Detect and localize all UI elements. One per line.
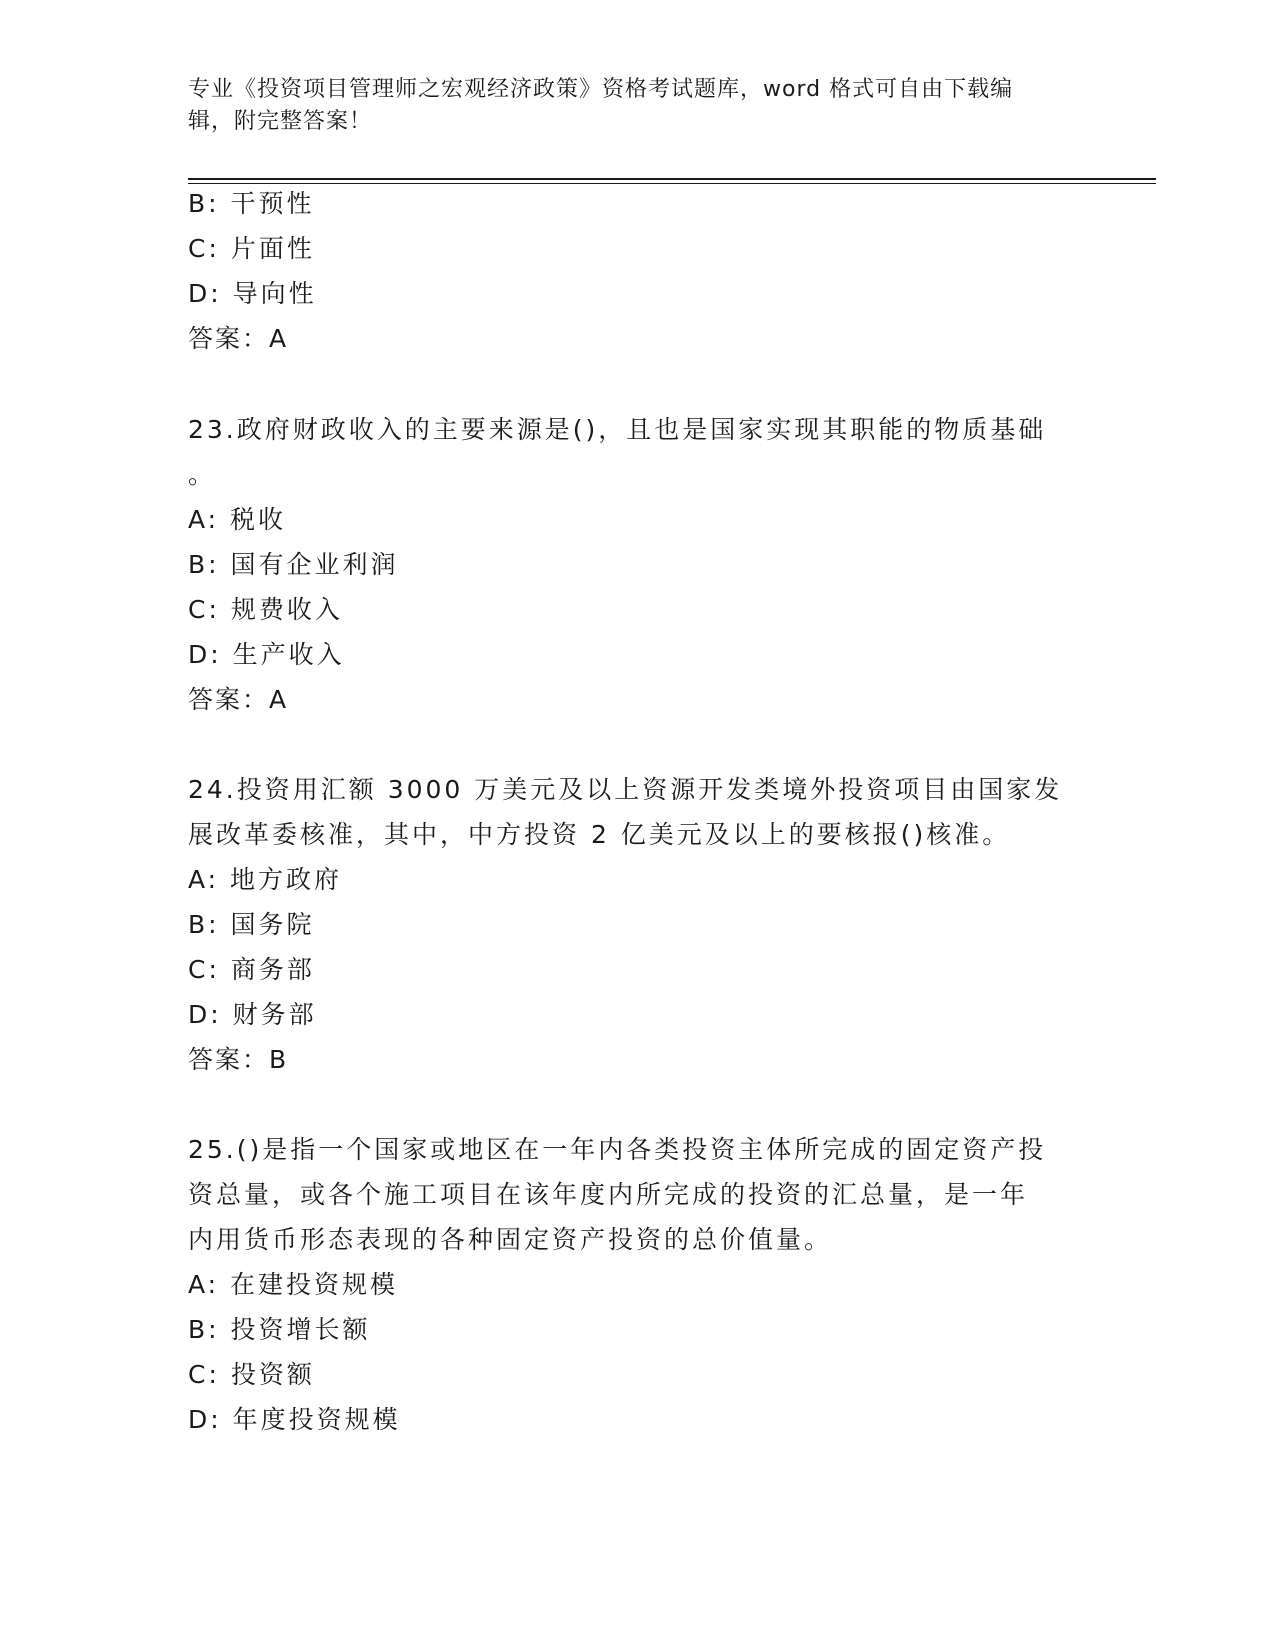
header-line-1: 专业《投资项目管理师之宏观经济政策》资格考试题库，word 格式可自由下载编 <box>188 77 1014 102</box>
q23-stem-line-1: 23.政府财政收入的主要来源是()，且也是国家实现其职能的物质基础 <box>188 415 1047 444</box>
q24-stem-line-2: 展改革委核准，其中，中方投资 2 亿美元及以上的要核报()核准。 <box>188 820 1011 849</box>
q22-option-d: D: 导向性 <box>188 279 317 308</box>
q25-option-c: C: 投资额 <box>188 1360 315 1389</box>
q22-option-b: B: 干预性 <box>188 189 315 218</box>
q24-stem-line-1: 24.投资用汇额 3000 万美元及以上资源开发类境外投资项目由国家发 <box>188 775 1063 804</box>
q25-stem-line-1: 25.()是指一个国家或地区在一年内各类投资主体所完成的固定资产投 <box>188 1135 1047 1164</box>
q23-stem-line-2: 。 <box>188 460 217 489</box>
q25-option-d: D: 年度投资规模 <box>188 1405 401 1434</box>
q23-option-b: B: 国有企业利润 <box>188 550 399 579</box>
q23-option-d: D: 生产收入 <box>188 640 345 669</box>
header-rule-thin <box>188 183 1156 184</box>
header-line-2: 辑，附完整答案！ <box>188 109 373 134</box>
q22-option-c: C: 片面性 <box>188 234 315 263</box>
q24-option-d: D: 财务部 <box>188 1000 317 1029</box>
q25-option-b: B: 投资增长额 <box>188 1315 371 1344</box>
q25-stem-line-3: 内用货币形态表现的各种固定资产投资的总价值量。 <box>188 1225 833 1254</box>
q24-option-a: A: 地方政府 <box>188 865 343 894</box>
q22-answer: 答案：A <box>188 324 289 353</box>
q24-option-c: C: 商务部 <box>188 955 315 984</box>
q23-option-a: A: 税收 <box>188 505 287 534</box>
q25-option-a: A: 在建投资规模 <box>188 1270 399 1299</box>
q24-answer: 答案：B <box>188 1045 289 1074</box>
header-rule-thick <box>188 178 1156 180</box>
q24-option-b: B: 国务院 <box>188 910 315 939</box>
q23-answer: 答案：A <box>188 685 289 714</box>
q23-option-c: C: 规费收入 <box>188 595 343 624</box>
document-header <box>188 74 1068 138</box>
q25-stem-line-2: 资总量，或各个施工项目在该年度内所完成的投资的汇总量，是一年 <box>188 1180 1029 1209</box>
